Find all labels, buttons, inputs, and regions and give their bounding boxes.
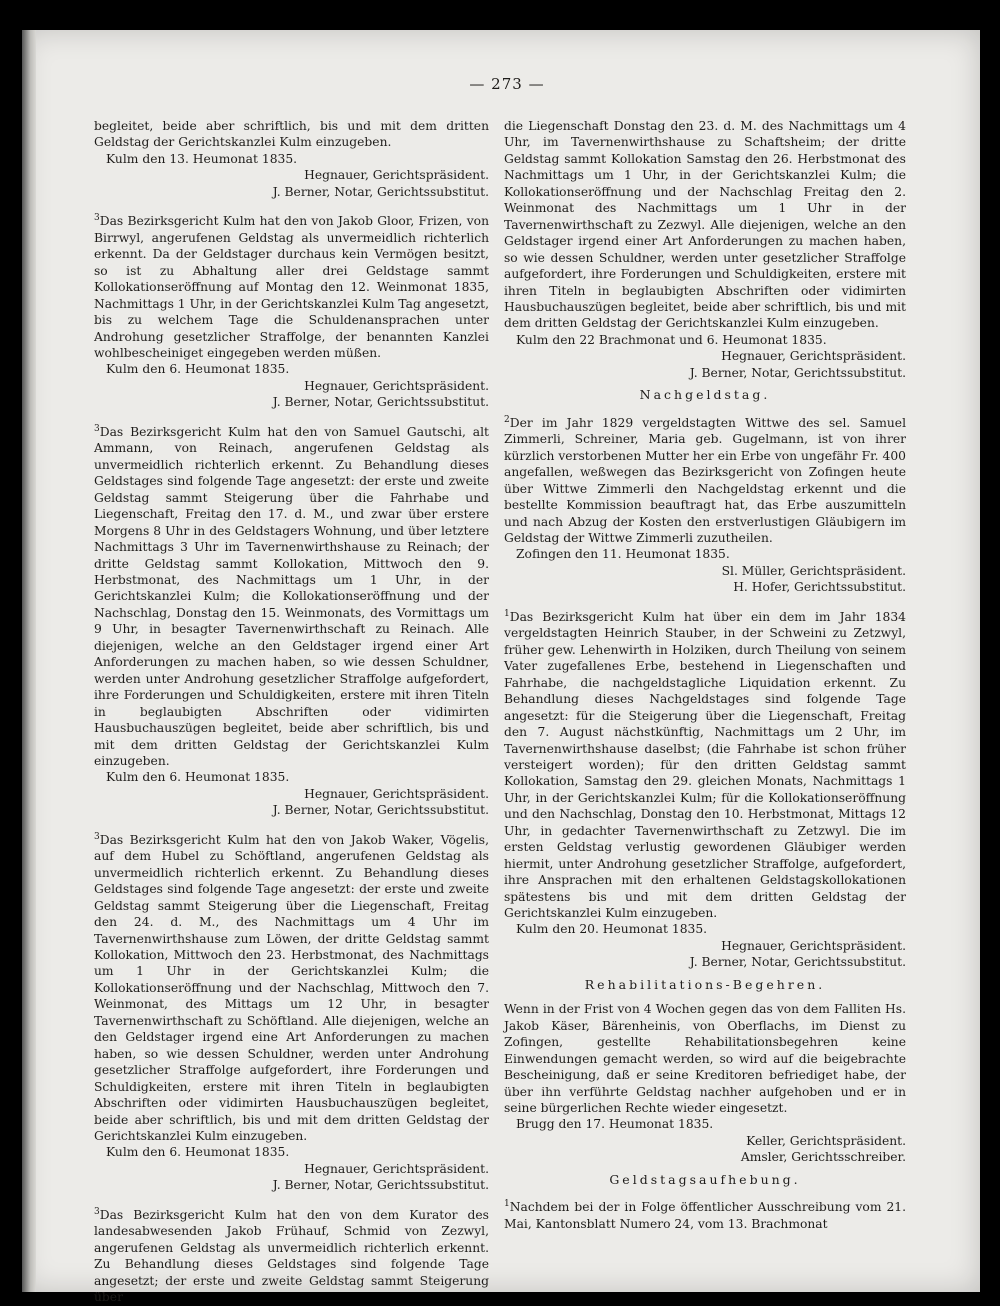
notice-number: 3	[94, 1206, 100, 1217]
notice-number: 3	[94, 213, 100, 224]
notice-paragraph	[94, 1204, 489, 1306]
notice-paragraph	[94, 421, 489, 770]
spacer	[94, 819, 489, 829]
notice-text: Nachdem bei der in Folge öffentlicher Ausschreibung vom 21. Mai, Kantonsblatt Numero 24, vom 13. Brachmonat	[504, 1200, 906, 1231]
notice-paragraph	[504, 1001, 906, 1116]
notice-number: 1	[504, 608, 510, 619]
place-date-line: Kulm den 13. Heumonat 1835.	[106, 151, 298, 166]
place-date-line: Kulm den 20. Heumonat 1835.	[516, 922, 708, 937]
signature-line: Hegnauer, Gerichtspräsident.	[304, 378, 489, 393]
signature-line: Hegnauer, Gerichtspräsident.	[304, 168, 489, 183]
place-date-line: Kulm den 6. Heumonat 1835.	[106, 1145, 290, 1160]
signature-line: Hegnauer, Gerichtspräsident.	[304, 1161, 489, 1176]
spacer	[94, 1194, 489, 1204]
section-heading: Nachgeldstag.	[639, 387, 771, 403]
signature-line: H. Hofer, Gerichtssubstitut.	[733, 580, 906, 595]
notice-text: begleitet, beide aber schriftlich, bis und mit dem dritten Geldstag der Gerichtskanzlei Kulm einzugeben.	[94, 119, 489, 150]
signature-line: Sl. Müller, Gerichtspräsident.	[721, 563, 906, 578]
notice-text: Das Bezirksgericht Kulm hat den von Samuel Gautschi, alt Ammann, von Reinach, angerufenen Geldstag als unvermeidlich richterlich erkennt. Zu Behandlung dieses Geldstages sind folgende Tage angesetzt: der erste und zweite Geldstag sammt Steigerung über die Fahrhabe und Liegenschaft, Freitag den 17. d. M., und zwar über erstere Morgens 8 Uhr in des Geldstagers Wohnung, und über letztere Nachmittags 3 Uhr im Tavernenwirthshause zu Reinach; der dritte Geldstag sammt Kollokation, Mittwoch den 9. Herbstmonat, des Nachmittags um 1 Uhr, in der Gerichtskanzlei Kulm; die Kollokationseröffnung und der Nachschlag, Donstag den 15. Weinmonats, des Vormittags um 9 Uhr, in besagter Tavernenwirthschaft zu Reinach. Alle diejenigen, welche an den Geldstager irgend einer Art Anforderungen zu machen haben, so wie dessen Schuldner, werden unter Androhung gesetzlicher Straffolge aufgefordert, ihre Forderungen und Schuldigkeiten, erstere mit ihren Titeln in beglaubigten Abschriften oder vidimirten Hausbuchauszügen begleitet, beide aber schriftlich, bis und mit dem dritten Geldstag der Gerichtskanzlei Kulm einzugeben.	[94, 424, 489, 768]
notice-text: Das Bezirksgericht Kulm hat über ein dem im Jahr 1834 vergeldstagten Heinrich Stauber, in der Schweini zu Zetzwyl, früher gew. Lehenwirth in Holziken, durch Theilung von seinem Vater zugefallenes Erbe, bestehend in Liegenschaften und Fahrhabe, die nachgeldstagliche Liquidation erkennt. Zu Behandlung dieses Nachgeldstages sind folgende Tage angesetzt: für die Steigerung über die Liegenschaft, Freitag den 7. August nächstkünftig, Nachmittags um 2 Uhr, im Tavernenwirthshause daselbst; (die Fahrhabe ist schon früher versteigert worden); für den dritten Geldstag sammt Kollokation, Samstag den 29. gleichen Monats, Nachmittags 1 Uhr, in der Gerichtskanzlei Kulm; für die Kollokationseröffnung und den Nachschlag, Donstag den 10. Herbstmonat, Mittags 12 Uhr, in gedachter Tavernenwirthschaft zu Zetzwyl. Die im ersten Geldstag verlustig gewordenen Gläubiger werden hiermit, unter Androhung gesetzlicher Straffolge, aufgefordert, ihre Ansprachen mit den erhaltenen Geldstagskollokationen spätestens bis und mit dem dritten Geldstag der Gerichtskanzlei Kulm einzugeben.	[504, 609, 906, 921]
signature-line: J. Berner, Notar, Gerichtssubstitut.	[272, 1178, 489, 1193]
notice-text: Das Bezirksgericht Kulm hat den von Jakob Waker, Vögelis, auf dem Hubel zu Schöftland, angerufenen Geldstag als unvermeidlich richterlich erkennt. Zu Behandlung dieses Geldstages sind folgende Tage angesetzt: der erste und zweite Geldstag sammt Steigerung über die Liegenschaft, Freitag den 24. d. M., des Nachmittags um 4 Uhr im Tavernenwirthshause zum Löwen, der dritte Geldstag sammt Kollokation, Mittwoch den 23. Herbstmonat, des Nachmittags um 1 Uhr in der Gerichtskanzlei Kulm; die Kollokationseröffnung und der Nachschlag, Mittwoch den 7. Weinmonat, des Mittags um 12 Uhr, in besagter Tavernenwirthschaft zu Schöftland. Alle diejenigen, welche an den Geldstager irgend eine Art Anforderungen zu machen haben, so wie dessen Schuldner, werden unter Androhung gesetzlicher Straffolge aufgefordert, ihre Forderungen und Schuldigkeiten, erstere mit ihren Titeln in beglaubigten Abschriften oder vidimirten Hausbuchauszügen begleitet, beide aber schriftlich, bis und mit dem dritten Geldstag der Gerichtskanzlei Kulm einzugeben.	[94, 832, 489, 1144]
place-date-line: Brugg den 17. Heumonat 1835.	[516, 1117, 714, 1132]
notice-text: Wenn in der Frist von 4 Wochen gegen das von dem Falliten Hs. Jakob Käser, Bärenheinis, von Oberflachs, im Dienst zu Zofingen, gestellte Rehabilitationsbegehren keine Einwendungen gemacht werden, so wird auf die beigebrachte Bescheinigung, daß er seine Kreditoren befriediget habe, der über ihn verführte Geldstag nachher aufgehoben und er in seine bürgerlichen Rechte wieder eingesetzt.	[504, 1002, 906, 1116]
notice-paragraph	[94, 118, 489, 151]
right-column	[504, 118, 906, 1232]
notice-paragraph	[94, 829, 489, 1145]
page-number: — 273 —	[469, 75, 545, 93]
signature-line: J. Berner, Notar, Gerichtssubstitut.	[689, 955, 906, 970]
spacer	[94, 411, 489, 421]
notice-number: 2	[504, 414, 510, 425]
place-date-line: Kulm den 6. Heumonat 1835.	[106, 362, 290, 377]
newspaper-page	[22, 30, 980, 1305]
place-date-line: Kulm den 22 Brachmonat und 6. Heumonat 1835.	[516, 332, 827, 347]
signature-line: J. Berner, Notar, Gerichtssubstitut.	[272, 803, 489, 818]
notice-text: die Liegenschaft Donstag den 23. d. M. des Nachmittags um 4 Uhr, im Tavernenwirthshause zu Schaftsheim; der dritte Geldstag sammt Kollokation Samstag den 26. Herbstmonat des Nachmittags um 1 Uhr, in der Gerichtskanzlei Kulm; die Kollokationseröffnung und der Nachschlag Freitag den 2. Weinmonat des Nachmittags um 1 Uhr in der Tavernenwirthschaft zu Zezwyl. Alle diejenigen, welche an den Geldstager irgend einer Art Anforderungen zu machen haben, so wie dessen Schuldner, werden unter gesetzlicher Straffolge aufgefordert, ihre Forderungen und Schuldigkeiten, erstere mit ihren Titeln in beglaubigten Abschriften oder vidimirten Hausbuchauszügen begleitet, beide aber schriftlich, bis und mit dem dritten Geldstag der Gerichtskanzlei Kulm einzugeben.	[504, 119, 906, 331]
notice-number: 1	[504, 1199, 510, 1210]
signature-line: Hegnauer, Gerichtspräsident.	[304, 786, 489, 801]
signature-line: J. Berner, Notar, Gerichtssubstitut.	[272, 184, 489, 199]
notice-number: 3	[94, 423, 100, 434]
signature-line: Keller, Gerichtspräsident.	[746, 1133, 906, 1148]
place-date-line: Zofingen den 11. Heumonat 1835.	[516, 547, 730, 562]
notice-paragraph	[504, 1196, 906, 1232]
notice-text: Das Bezirksgericht Kulm hat den von Jakob Gloor, Frizen, von Birrwyl, angerufenen Geldstag als unvermeidlich richterlich erkennt. Da der Geldstager durchaus kein Vermögen besitzt, so ist zu Abhaltung aller drei Geldstage sammt Kollokationseröffnung auf Montag den 12. Weinmonat 1835, Nachmittags 1 Uhr, in der Gerichtskanzlei Kulm Tag angesetzt, bis zu welchem Tage die Schuldenansprachen unter Androhung gesetzlicher Straffolge, der benannten Kanzlei wohlbescheiniget eingegeben werden müßen.	[94, 214, 490, 360]
signature-line: Hegnauer, Gerichtspräsident.	[721, 938, 906, 953]
notice-number: 3	[94, 831, 100, 842]
section-heading: Geldstagsaufhebung.	[609, 1171, 801, 1187]
left-column	[94, 118, 489, 1306]
signature-line: Amsler, Gerichtsschreiber.	[740, 1150, 906, 1165]
signature-line: Hegnauer, Gerichtspräsident.	[721, 349, 906, 364]
section-heading: Rehabilitations-Begehren.	[584, 976, 826, 992]
spacer	[94, 200, 489, 210]
notice-paragraph	[504, 412, 906, 547]
place-date-line: Kulm den 6. Heumonat 1835.	[106, 770, 290, 785]
notice-paragraph	[94, 210, 489, 361]
spacer	[504, 596, 906, 606]
notice-text: Der im Jahr 1829 vergeldstagten Wittwe des sel. Samuel Zimmerli, Schreiner, Maria geb. Gugelmann, ist von ihrer kürzlich verstorbenen Mutter her ein Erbe von ungefähr Fr. 400 angefallen, weßwegen das Bezirksgericht von Zofingen heute über Wittwe Zimmerli den Nachgeldstag erkennt und die bestellte Kommission beauftragt hat, das Erbe auszumitteln und nach Abzug der Kosten den erstverlustigen Gläubigern im Geldstag der Wittwe Zimmerli zuzutheilen.	[504, 415, 906, 545]
notice-paragraph	[504, 118, 906, 332]
signature-line: J. Berner, Notar, Gerichtssubstitut.	[272, 395, 489, 410]
notice-text: Das Bezirksgericht Kulm hat den von dem Kurator des landesabwesenden Jakob Frühauf, Schmid von Zezwyl, angerufenen Geldstag als unvermeidlich richterlich erkennt. Zu Behandlung dieses Geldstages sind folgende Tage angesetzt; der erste und zweite Geldstag sammt Steigerung über	[94, 1207, 489, 1305]
notice-paragraph	[504, 606, 906, 922]
signature-line: J. Berner, Notar, Gerichtssubstitut.	[689, 365, 906, 380]
page-spine-shadow	[22, 30, 36, 1292]
